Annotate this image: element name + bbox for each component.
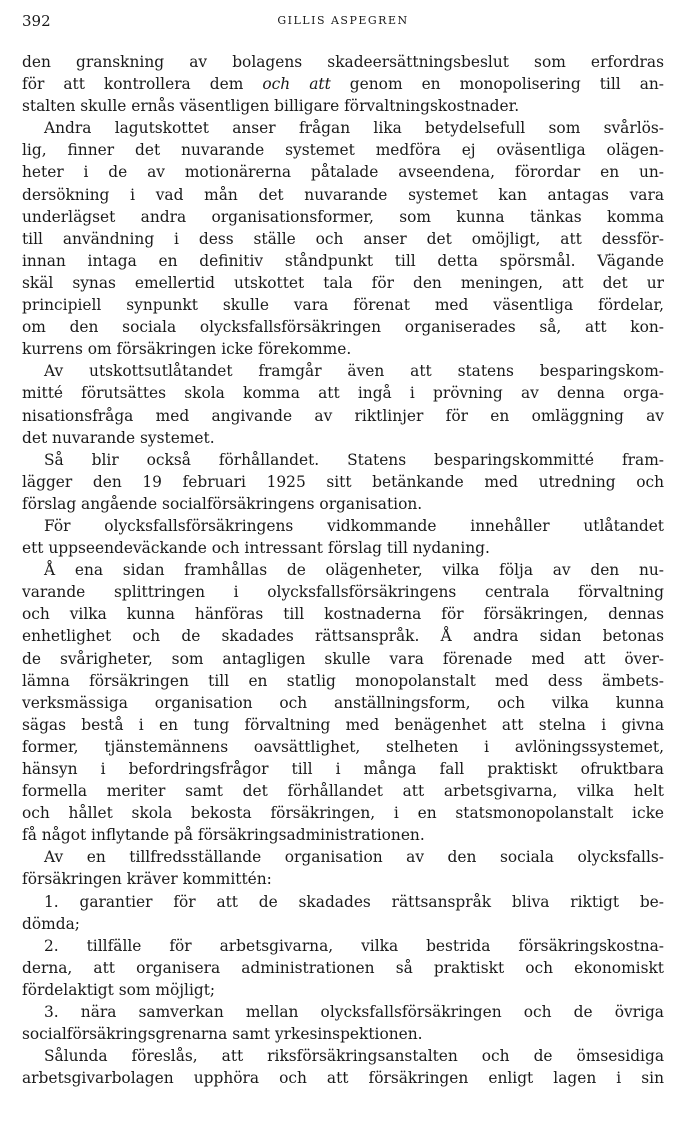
text-line: heter i de av motionärerna påtalade avseendena, förordar en un-	[22, 163, 664, 182]
text-line: Så blir också förhållandet. Statens besparingskommitté fram-	[44, 450, 664, 469]
text-line: mitté förutsättes skola komma att ingå i prövning av denna orga-	[22, 384, 664, 403]
text-line: lig, finner det nuvarande systemet medföra ej oväsentliga olägen-	[22, 141, 664, 160]
text-line: nisationsfråga med angivande av riktlinjer för en omläggning av	[22, 406, 664, 425]
text-line: Av en tillfredsställande organisation av den sociala olycksfalls-	[44, 848, 664, 867]
running-title: GILLIS ASPEGREN	[277, 14, 409, 27]
text-line: innan intaga en definitiv ståndpunkt till detta spörsmål. Vägande	[22, 251, 664, 270]
text-line: socialförsäkringsgrenarna samt yrkesinspektionen.	[22, 1025, 423, 1044]
text-line: dersökning i vad mån det nuvarande systemet kan antagas vara	[22, 185, 664, 204]
text-line: arbetsgivarbolagen upphöra och att försäkringen enligt lagen i sin	[22, 1069, 664, 1088]
book-page	[22, 8, 664, 1089]
page-number: 392	[22, 12, 51, 30]
text-line: lämna försäkringen till en statlig monopolanstalt med dess ämbets-	[22, 671, 664, 690]
text-line: 3. nära samverkan mellan olycksfallsförsäkringen och de övriga	[44, 1003, 664, 1022]
text-line: och vilka kunna hänföras till kostnaderna för försäkringen, dennas	[22, 605, 664, 624]
text-line: former, tjänstemännens oavsättlighet, stelheten i avlöningssystemet,	[22, 737, 664, 756]
running-header	[22, 8, 664, 36]
text-line: Av utskottsutlåtandet framgår även att statens besparingskom-	[44, 362, 664, 381]
body-text	[22, 51, 664, 1089]
text-line: skäl synas emellertid utskottet tala för den meningen, att det ur	[22, 273, 664, 292]
text-line: sägas bestå i en tung förvaltning med benägenhet att stelna i givna	[22, 715, 664, 734]
text-line: stalten skulle ernås väsentligen billigare förvaltningskostnader.	[22, 97, 520, 116]
text-line: principiell synpunkt skulle vara förenat med väsentliga fördelar,	[22, 296, 664, 315]
text-line: om den sociala olycksfallsförsäkringen organiserades så, att kon-	[22, 318, 664, 337]
text-line: lägger den 19 februari 1925 sitt betänkande med utredning och	[22, 472, 664, 491]
text-line: enhetlighet och de skadades rättsanspråk. Å andra sidan betonas	[22, 627, 664, 646]
text-line: för att kontrollera dem och att genom en monopolisering till an-	[22, 75, 664, 94]
emphasis: och att	[262, 75, 331, 94]
text-line: underlägset andra organisationsformer, som kunna tänkas komma	[22, 207, 664, 226]
text-line: Å ena sidan framhållas de olägenheter, vilka följa av den nu-	[44, 561, 664, 580]
text-line: kurrens om försäkringen icke förekomme.	[22, 340, 352, 359]
text-line: Andra lagutskottet anser frågan lika betydelsefull som svårlös-	[44, 119, 664, 138]
text-line: 1. garantier för att de skadades rättsanspråk bliva riktigt be-	[44, 892, 664, 911]
text-line: till användning i dess ställe och anser det omöjligt, att dessför-	[22, 229, 664, 248]
text-line: de svårigheter, som antagligen skulle vara förenade med att över-	[22, 649, 664, 668]
text-line: verksmässiga organisation och anställningsform, och vilka kunna	[22, 693, 664, 712]
text-line: formella meriter samt det förhållandet att arbetsgivarna, vilka helt	[22, 782, 664, 801]
text-line: Sålunda föreslås, att riksförsäkringsanstalten och de ömsesidiga	[44, 1047, 664, 1066]
text-line: hänsyn i befordringsfrågor till i många fall praktiskt ofruktbara	[22, 760, 664, 778]
text-line: och hållet skola bekosta försäkringen, i en statsmonopolanstalt icke	[22, 804, 664, 823]
text-line: få något inflytande på försäkringsadministrationen.	[22, 826, 425, 845]
text-line: fördelaktigt som möjligt;	[22, 980, 216, 999]
text-line: dömda;	[22, 914, 80, 933]
text-line: den granskning av bolagens skadeersättningsbeslut som erfordras	[22, 53, 664, 71]
text-line: ett uppseendeväckande och intressant förslag till nydaning.	[22, 539, 490, 558]
text-line: derna, att organisera administrationen så praktiskt och ekonomiskt	[22, 958, 664, 977]
text-line: För olycksfallsförsäkringens vidkommande innehåller utlåtandet	[44, 516, 664, 535]
text-line: 2. tillfälle för arbetsgivarna, vilka bestrida försäkringskostna-	[44, 936, 664, 955]
text-line: förslag angående socialförsäkringens organisation.	[22, 494, 423, 513]
text-line: försäkringen kräver kommittén:	[22, 870, 272, 889]
text-line: det nuvarande systemet.	[22, 428, 215, 447]
text-line: varande splittringen i olycksfallsförsäkringens centrala förvaltning	[22, 583, 664, 602]
